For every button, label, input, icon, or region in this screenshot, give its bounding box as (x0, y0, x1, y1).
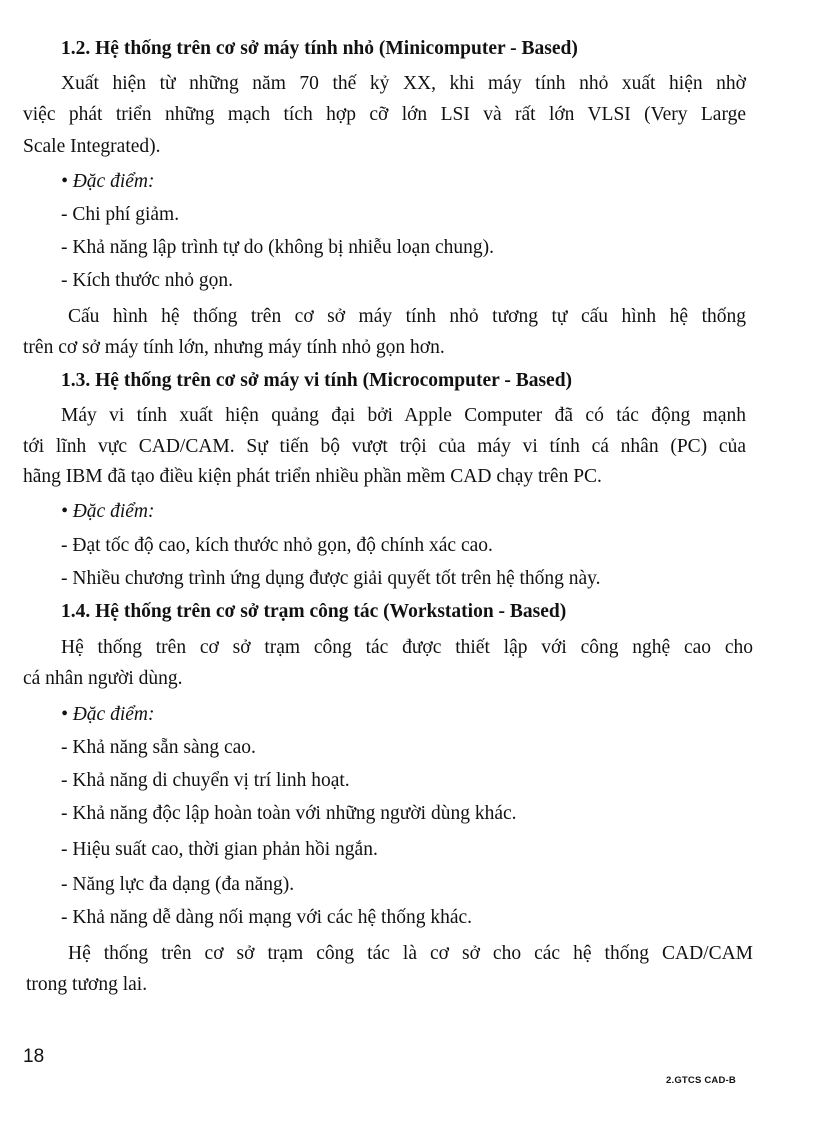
paragraph-line: Hệ thống trên cơ sở trạm công tác được thiết lập với công nghệ cao cho (61, 637, 753, 658)
list-item: - Khả năng di chuyển vị trí linh hoạt. (61, 770, 350, 791)
section-heading-1-4: 1.4. Hệ thống trên cơ sở trạm công tác (Workstation - Based) (61, 601, 567, 622)
list-item: - Khả năng sẵn sàng cao. (61, 737, 256, 758)
paragraph-line: Xuất hiện từ những năm 70 thế kỷ XX, khi máy tính nhỏ xuất hiện nhờ (61, 73, 746, 94)
paragraph-line: Scale Integrated). (23, 136, 161, 157)
section-heading-1-2: 1.2. Hệ thống trên cơ sở máy tính nhỏ (Minicomputer - Based) (61, 38, 578, 59)
paragraph-line: tới lĩnh vực CAD/CAM. Sự tiến bộ vượt trội của máy vi tính cá nhân (PC) của (23, 436, 746, 457)
list-item: - Đạt tốc độ cao, kích thước nhỏ gọn, độ chính xác cao. (61, 535, 493, 556)
list-item: - Chi phí giảm. (61, 204, 180, 225)
list-item: - Hiệu suất cao, thời gian phản hồi ngắn. (61, 839, 378, 860)
features-label: • Đặc điểm: (61, 171, 155, 192)
paragraph-line: trong tương lai. (26, 974, 148, 995)
paragraph-line: việc phát triển những mạch tích hợp cỡ lớn LSI và rất lớn VLSI (Very Large (23, 104, 746, 125)
list-item: - Kích thước nhỏ gọn. (61, 270, 233, 291)
section-heading-1-3: 1.3. Hệ thống trên cơ sở máy vi tính (Microcomputer - Based) (61, 370, 573, 391)
features-label: • Đặc điểm: (61, 704, 155, 725)
page-number: 18 (23, 1046, 45, 1067)
list-item: - Khả năng lập trình tự do (không bị nhiễu loạn chung). (61, 237, 494, 258)
paragraph-line: Hệ thống trên cơ sở trạm công tác là cơ sở cho các hệ thống CAD/CAM (68, 943, 753, 964)
list-item: - Năng lực đa dạng (đa năng). (61, 874, 295, 895)
paragraph-line: Cấu hình hệ thống trên cơ sở máy tính nhỏ tương tự cấu hình hệ thống (68, 306, 746, 327)
book-code: 2.GTCS CAD-B (666, 1075, 736, 1086)
paragraph-line: hãng IBM đã tạo điều kiện phát triển nhiều phần mềm CAD chạy trên PC. (23, 466, 602, 487)
list-item: - Nhiều chương trình ứng dụng được giải quyết tốt trên hệ thống này. (61, 568, 601, 589)
features-label: • Đặc điểm: (61, 501, 155, 522)
paragraph-line: Máy vi tính xuất hiện quảng đại bởi Apple Computer đã có tác động mạnh (61, 405, 746, 426)
list-item: - Khả năng độc lập hoàn toàn với những người dùng khác. (61, 803, 517, 824)
list-item: - Khả năng dễ dàng nối mạng với các hệ thống khác. (61, 907, 473, 928)
paragraph-line: cá nhân người dùng. (23, 668, 183, 689)
paragraph-line: trên cơ sở máy tính lớn, nhưng máy tính nhỏ gọn hơn. (23, 337, 445, 358)
